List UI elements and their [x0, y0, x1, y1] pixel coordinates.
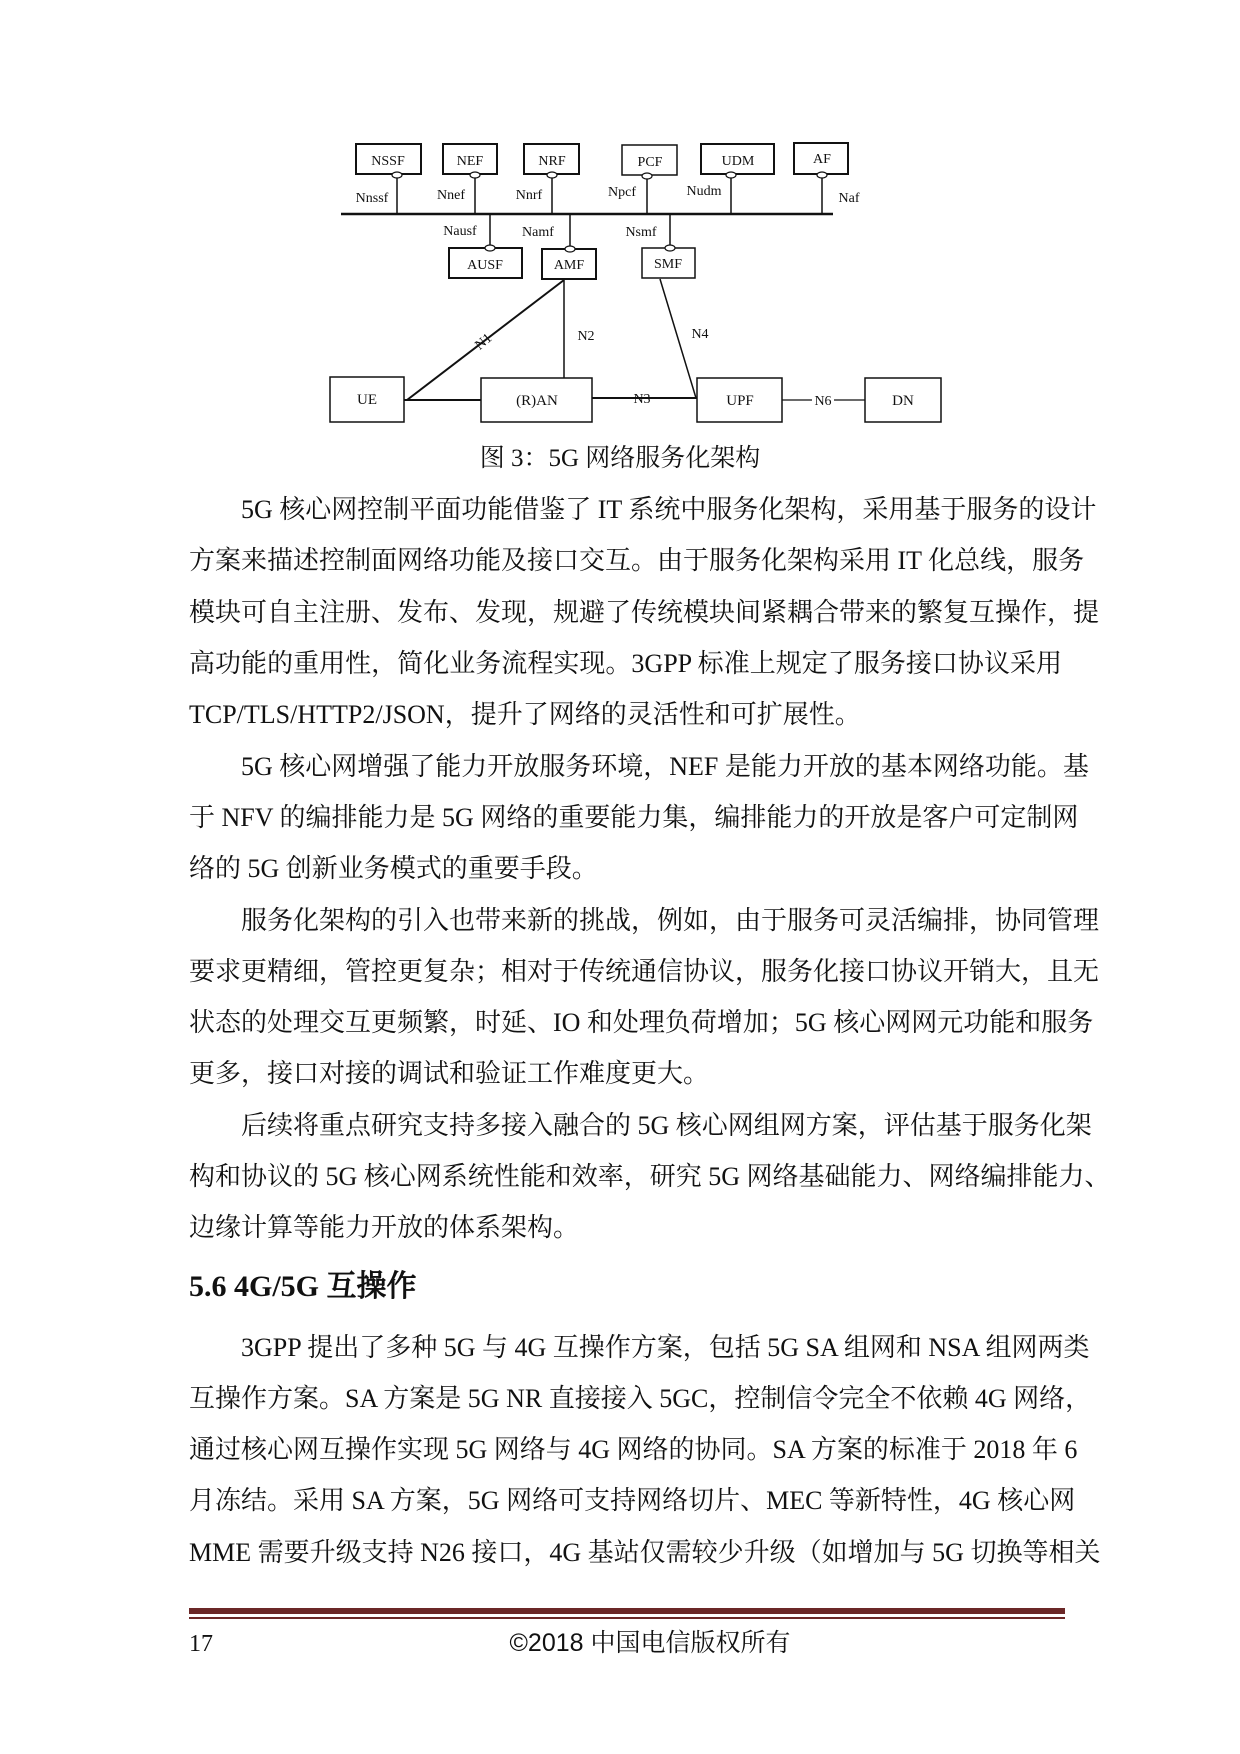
- link-n2: [564, 280, 595, 378]
- paragraph-line: 5G 核心网控制平面功能借鉴了 IT 系统中服务化架构，采用基于服务的设计: [241, 495, 1097, 524]
- svg-text:N2: N2: [577, 329, 595, 344]
- paragraph-line: TCP/TLS/HTTP2/JSON，提升了网络的灵活性和可扩展性。: [189, 700, 861, 729]
- paragraph-line: 于 NFV 的编排能力是 5G 网络的重要能力集，编排能力的开放是客户可定制网: [189, 803, 1079, 832]
- nf-label: AMF: [553, 258, 585, 273]
- section-heading: 5.6 4G/5G 互操作: [189, 1270, 417, 1303]
- paragraph-line: 高功能的重用性，简化业务流程实现。3GPP 标准上规定了服务接口协议采用: [189, 649, 1062, 678]
- nf-nssf: [356, 144, 421, 214]
- interface-label: Nnssf: [355, 191, 389, 206]
- interface-label: Namf: [522, 225, 554, 240]
- nf-af: [794, 143, 860, 214]
- interface-label: Npcf: [608, 185, 636, 200]
- paragraph-line: 更多，接口对接的调试和验证工作难度更大。: [189, 1059, 710, 1088]
- paragraph-line: 5G 核心网增强了能力开放服务环境，NEF 是能力开放的基本网络功能。基: [241, 752, 1089, 781]
- paragraph-line: 服务化架构的引入也带来新的挑战，例如，由于服务可灵活编排，协同管理: [241, 906, 1100, 935]
- link-n6: [782, 392, 865, 409]
- interface-label: Naf: [838, 191, 860, 206]
- nf-label: PCF: [637, 155, 663, 170]
- paragraph-line: 方案来描述控制面网络功能及接口交互。由于服务化架构采用 IT 化总线，服务: [189, 546, 1085, 575]
- footer-rule-thick: [189, 1608, 1065, 1614]
- node-ue: [330, 377, 404, 422]
- node-ran: [481, 378, 592, 422]
- svg-text:N1: N1: [472, 330, 496, 354]
- nf-nef: [437, 144, 497, 214]
- interface-label: Nnrf: [515, 188, 543, 203]
- 5g-service-architecture-diagram: [0, 0, 1240, 440]
- link-n4: [660, 279, 709, 398]
- svg-text:N3: N3: [633, 392, 651, 407]
- svg-text:UPF: UPF: [726, 393, 754, 409]
- nf-ausf: [443, 214, 522, 278]
- paragraph-line: MME 需要升级支持 N26 接口，4G 基站仅需较少升级（如增加与 5G 切换等相关: [189, 1538, 1101, 1567]
- node-dn: [865, 378, 941, 422]
- paragraph-line: 模块可自主注册、发布、发现，规避了传统模块间紧耦合带来的繁复互操作，提: [189, 598, 1100, 627]
- svg-text:(R)AN: (R)AN: [516, 393, 558, 409]
- nf-pcf: [608, 145, 677, 214]
- node-upf: [697, 378, 782, 422]
- interface-label: Nsmf: [625, 225, 657, 240]
- nf-label: NSSF: [371, 154, 405, 169]
- paragraph-line: 构和协议的 5G 核心网系统性能和效率，研究 5G 网络基础能力、网络编排能力、: [189, 1162, 1111, 1191]
- paragraph-line: 互操作方案。SA 方案是 5G NR 直接接入 5GC，控制信令完全不依赖 4G 网络，: [189, 1384, 1092, 1413]
- interface-label: Nnef: [437, 188, 465, 203]
- copyright-notice: ©2018 中国电信版权所有: [509, 1629, 791, 1657]
- figure-caption: 图 3：5G 网络服务化架构: [479, 445, 761, 472]
- footer-rule-thin: [189, 1617, 1065, 1619]
- nf-label: NEF: [456, 154, 484, 169]
- nf-label: AF: [813, 152, 831, 167]
- paragraph-line: 状态的处理交互更频繁，时延、IO 和处理负荷增加；5G 核心网网元功能和服务: [189, 1008, 1094, 1037]
- svg-text:N4: N4: [691, 327, 709, 342]
- nf-nrf: [516, 144, 579, 214]
- svg-text:N6: N6: [814, 394, 832, 409]
- paragraph-line: 络的 5G 创新业务模式的重要手段。: [189, 854, 598, 883]
- paragraph-line: 通过核心网互操作实现 5G 网络与 4G 网络的协同。SA 方案的标准于 2018 年 6: [189, 1435, 1078, 1464]
- nf-label: NRF: [538, 154, 566, 169]
- paragraph-line: 后续将重点研究支持多接入融合的 5G 核心网组网方案，评估基于服务化架: [241, 1111, 1092, 1140]
- nf-smf: [625, 214, 695, 278]
- interface-label: Nudm: [686, 184, 722, 199]
- nf-label: AUSF: [467, 258, 503, 273]
- nf-amf: [522, 214, 596, 279]
- paragraph-line: 边缘计算等能力开放的体系架构。: [189, 1213, 580, 1242]
- nf-label: SMF: [653, 257, 683, 272]
- page-number: 17: [189, 1631, 213, 1657]
- nf-udm: [687, 144, 775, 214]
- paragraph-line: 要求更精细，管控更复杂；相对于传统通信协议，服务化接口协议开销大，且无: [189, 957, 1100, 986]
- svg-text:DN: DN: [892, 393, 914, 409]
- link-n1: [407, 280, 564, 400]
- link-n3: [592, 392, 697, 407]
- interface-label: Nausf: [443, 224, 477, 239]
- paragraph-line: 3GPP 提出了多种 5G 与 4G 互操作方案，包括 5G SA 组网和 NSA 组网两类: [241, 1333, 1090, 1362]
- paragraph-line: 月冻结。采用 SA 方案，5G 网络可支持网络切片、MEC 等新特性，4G 核心网: [189, 1486, 1076, 1515]
- svg-text:UE: UE: [357, 392, 377, 408]
- nf-label: UDM: [721, 154, 755, 169]
